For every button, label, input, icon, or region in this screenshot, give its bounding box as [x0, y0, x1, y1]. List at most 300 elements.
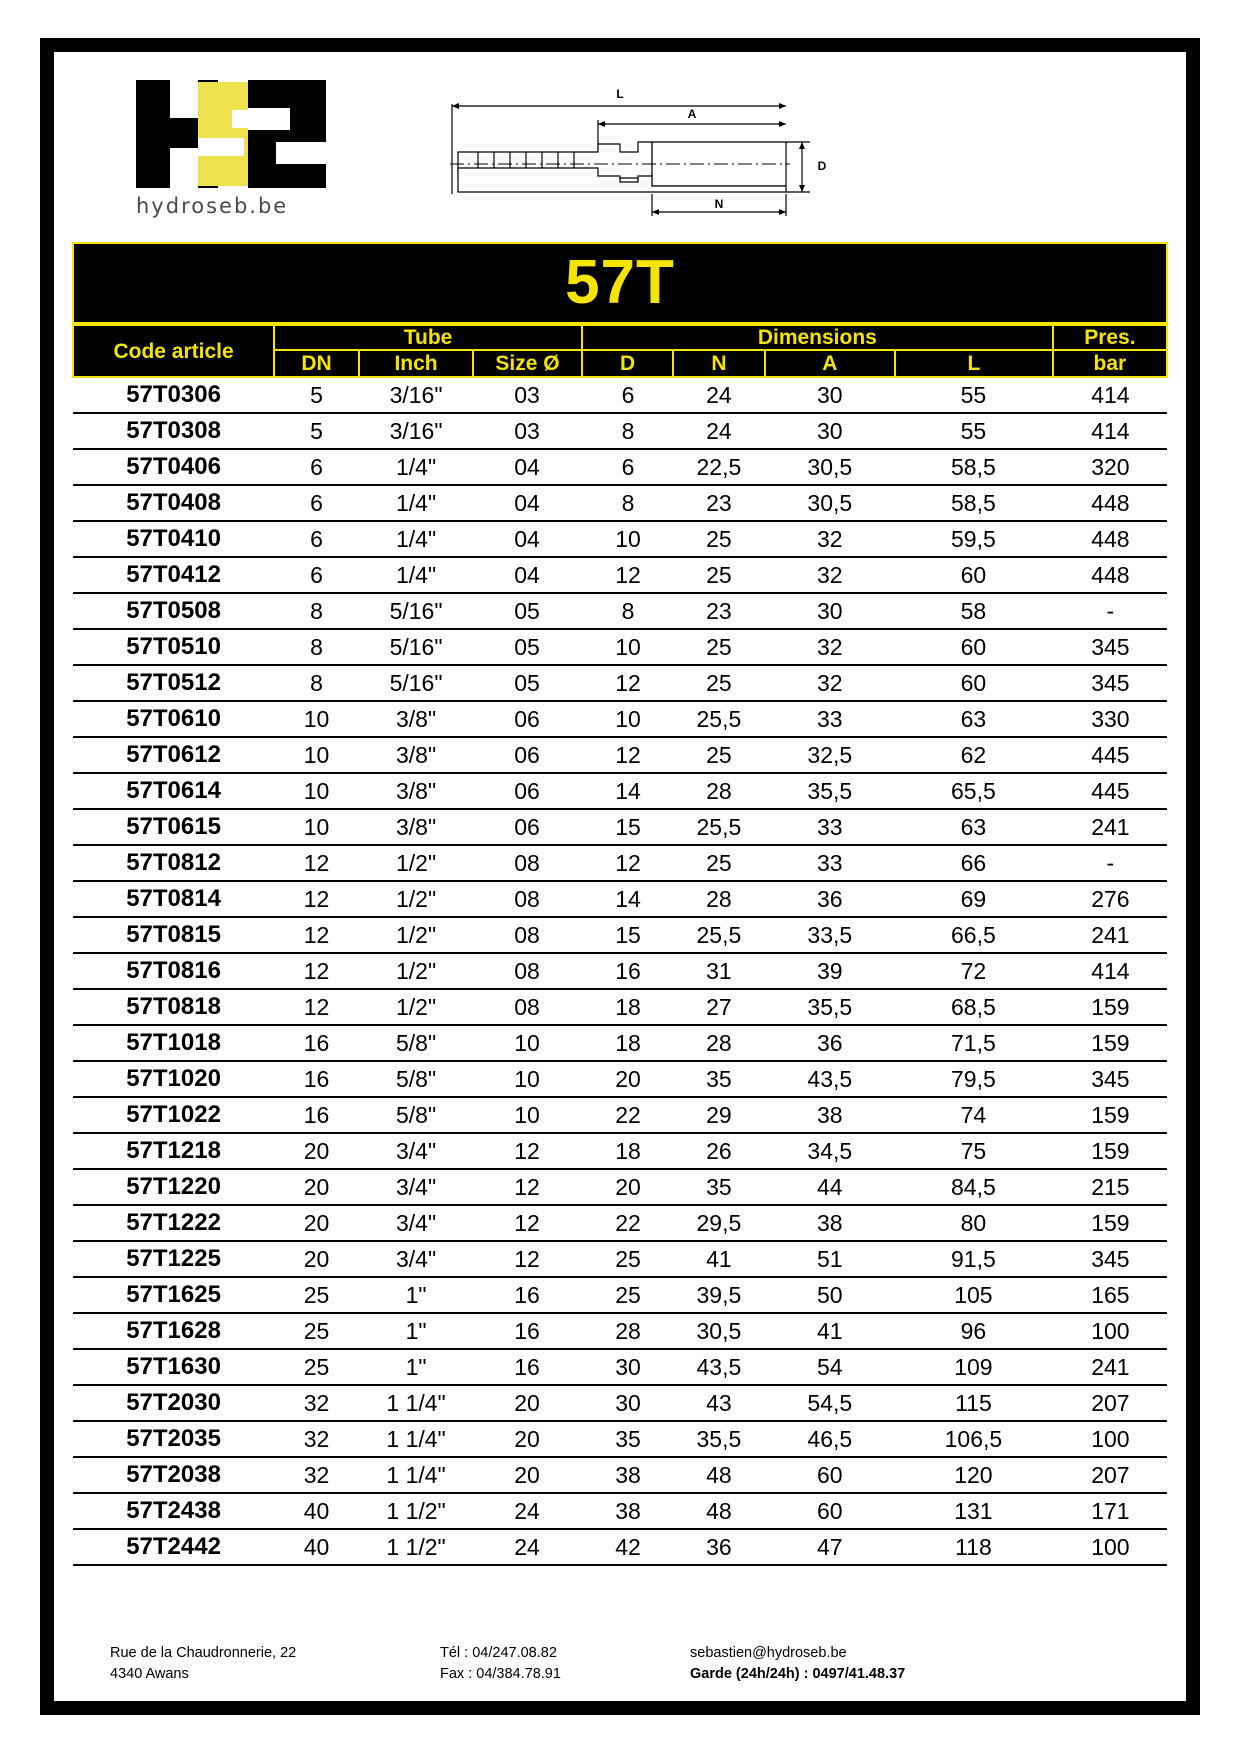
- cell-n: 25,5: [673, 809, 764, 845]
- cell-inch: 1/4": [359, 521, 473, 557]
- cell-code: 57T1630: [73, 1349, 274, 1385]
- cell-inch: 1/2": [359, 953, 473, 989]
- cell-d: 42: [582, 1529, 673, 1565]
- cell-a: 54,5: [765, 1385, 895, 1421]
- cell-code: 57T0412: [73, 557, 274, 593]
- cell-a: 44: [765, 1169, 895, 1205]
- cell-size: 08: [473, 917, 582, 953]
- col-header-tube-group: Tube: [274, 325, 582, 350]
- cell-code: 57T0306: [73, 377, 274, 413]
- cell-dn: 5: [274, 413, 359, 449]
- cell-n: 41: [673, 1241, 764, 1277]
- cell-l: 55: [895, 377, 1053, 413]
- cell-a: 33: [765, 701, 895, 737]
- cell-dn: 12: [274, 953, 359, 989]
- cell-n: 29,5: [673, 1205, 764, 1241]
- cell-d: 15: [582, 809, 673, 845]
- cell-code: 57T0610: [73, 701, 274, 737]
- cell-inch: 1/2": [359, 917, 473, 953]
- table-row: [73, 1529, 1167, 1565]
- cell-l: 60: [895, 629, 1053, 665]
- cell-n: 28: [673, 1025, 764, 1061]
- cell-size: 04: [473, 485, 582, 521]
- cell-pres: 345: [1053, 1061, 1167, 1097]
- cell-dn: 8: [274, 593, 359, 629]
- cell-pres: 448: [1053, 485, 1167, 521]
- cell-code: 57T0816: [73, 953, 274, 989]
- cell-d: 8: [582, 413, 673, 449]
- cell-pres: 100: [1053, 1421, 1167, 1457]
- cell-n: 35,5: [673, 1421, 764, 1457]
- cell-n: 22,5: [673, 449, 764, 485]
- drawing-label-A: A: [687, 107, 697, 121]
- cell-pres: 207: [1053, 1457, 1167, 1493]
- cell-inch: 1": [359, 1349, 473, 1385]
- col-header-bar: bar: [1053, 350, 1167, 377]
- cell-a: 34,5: [765, 1133, 895, 1169]
- cell-size: 06: [473, 773, 582, 809]
- table-row: [73, 953, 1167, 989]
- cell-code: 57T1225: [73, 1241, 274, 1277]
- cell-n: 23: [673, 593, 764, 629]
- table-header: [73, 325, 1167, 377]
- header-band: [72, 66, 1168, 236]
- cell-inch: 1 1/2": [359, 1493, 473, 1529]
- cell-code: 57T2030: [73, 1385, 274, 1421]
- table-header-group-row: [73, 325, 1167, 350]
- page-title: 57T: [565, 248, 675, 317]
- cell-pres: 100: [1053, 1313, 1167, 1349]
- cell-n: 35: [673, 1169, 764, 1205]
- cell-a: 30: [765, 593, 895, 629]
- cell-inch: 1": [359, 1313, 473, 1349]
- table-row: [73, 809, 1167, 845]
- cell-inch: 3/16": [359, 413, 473, 449]
- cell-code: 57T0406: [73, 449, 274, 485]
- col-header-d: D: [582, 350, 673, 377]
- cell-dn: 25: [274, 1277, 359, 1313]
- cell-dn: 6: [274, 521, 359, 557]
- cell-inch: 3/8": [359, 737, 473, 773]
- cell-pres: -: [1053, 593, 1167, 629]
- cell-a: 32: [765, 665, 895, 701]
- cell-l: 75: [895, 1133, 1053, 1169]
- footer-tel: Tél : 04/247.08.82: [440, 1644, 557, 1661]
- col-header-l: L: [895, 350, 1053, 377]
- drawing-label-N: N: [714, 197, 724, 211]
- cell-a: 32: [765, 557, 895, 593]
- cell-d: 35: [582, 1421, 673, 1457]
- col-header-dimensions-group: Dimensions: [582, 325, 1053, 350]
- cell-size: 12: [473, 1133, 582, 1169]
- cell-a: 33,5: [765, 917, 895, 953]
- cell-a: 33: [765, 845, 895, 881]
- cell-a: 47: [765, 1529, 895, 1565]
- cell-a: 30: [765, 413, 895, 449]
- cell-size: 08: [473, 953, 582, 989]
- cell-n: 25: [673, 629, 764, 665]
- cell-code: 57T1218: [73, 1133, 274, 1169]
- cell-d: 18: [582, 1025, 673, 1061]
- cell-n: 39,5: [673, 1277, 764, 1313]
- cell-n: 25,5: [673, 701, 764, 737]
- table-row: [73, 737, 1167, 773]
- table-row: [73, 1097, 1167, 1133]
- cell-code: 57T2038: [73, 1457, 274, 1493]
- cell-pres: 448: [1053, 557, 1167, 593]
- table-row: [73, 1457, 1167, 1493]
- cell-a: 32: [765, 521, 895, 557]
- cell-dn: 6: [274, 449, 359, 485]
- cell-code: 57T0815: [73, 917, 274, 953]
- footer-address-line2: 4340 Awans: [110, 1665, 189, 1682]
- cell-size: 06: [473, 737, 582, 773]
- cell-size: 10: [473, 1061, 582, 1097]
- cell-inch: 1/4": [359, 557, 473, 593]
- cell-d: 6: [582, 377, 673, 413]
- cell-d: 12: [582, 845, 673, 881]
- cell-dn: 10: [274, 701, 359, 737]
- cell-inch: 1/2": [359, 881, 473, 917]
- cell-code: 57T1018: [73, 1025, 274, 1061]
- cell-inch: 1/2": [359, 989, 473, 1025]
- cell-dn: 25: [274, 1349, 359, 1385]
- specification-table: [72, 324, 1168, 1566]
- table-row: [73, 989, 1167, 1025]
- cell-d: 10: [582, 521, 673, 557]
- cell-dn: 32: [274, 1421, 359, 1457]
- footer-email[interactable]: sebastien@hydroseb.be: [690, 1644, 847, 1661]
- cell-l: 63: [895, 701, 1053, 737]
- cell-l: 60: [895, 557, 1053, 593]
- col-header-inch: Inch: [359, 350, 473, 377]
- cell-a: 41: [765, 1313, 895, 1349]
- cell-n: 25: [673, 521, 764, 557]
- cell-d: 15: [582, 917, 673, 953]
- cell-l: 58,5: [895, 485, 1053, 521]
- cell-code: 57T0508: [73, 593, 274, 629]
- cell-d: 12: [582, 737, 673, 773]
- cell-size: 16: [473, 1349, 582, 1385]
- cell-n: 24: [673, 377, 764, 413]
- table-row: [73, 773, 1167, 809]
- cell-size: 08: [473, 881, 582, 917]
- cell-dn: 25: [274, 1313, 359, 1349]
- cell-l: 115: [895, 1385, 1053, 1421]
- cell-inch: 5/16": [359, 593, 473, 629]
- cell-inch: 5/8": [359, 1097, 473, 1133]
- cell-d: 22: [582, 1097, 673, 1133]
- cell-size: 20: [473, 1385, 582, 1421]
- cell-d: 14: [582, 881, 673, 917]
- cell-d: 6: [582, 449, 673, 485]
- footer-address: [110, 1643, 440, 1685]
- cell-code: 57T1020: [73, 1061, 274, 1097]
- cell-l: 63: [895, 809, 1053, 845]
- table-row: [73, 521, 1167, 557]
- cell-size: 24: [473, 1529, 582, 1565]
- table-row: [73, 701, 1167, 737]
- cell-pres: 445: [1053, 773, 1167, 809]
- cell-d: 25: [582, 1277, 673, 1313]
- cell-inch: 5/8": [359, 1025, 473, 1061]
- table-body: [73, 377, 1167, 1565]
- cell-pres: 215: [1053, 1169, 1167, 1205]
- cell-pres: 207: [1053, 1385, 1167, 1421]
- col-header-pressure-group: Pres.: [1053, 325, 1167, 350]
- cell-code: 57T0612: [73, 737, 274, 773]
- cell-size: 08: [473, 845, 582, 881]
- cell-pres: 448: [1053, 521, 1167, 557]
- cell-l: 79,5: [895, 1061, 1053, 1097]
- col-header-a: A: [765, 350, 895, 377]
- cell-dn: 10: [274, 809, 359, 845]
- cell-n: 25: [673, 557, 764, 593]
- cell-n: 43,5: [673, 1349, 764, 1385]
- cell-a: 32,5: [765, 737, 895, 773]
- cell-pres: 414: [1053, 413, 1167, 449]
- cell-l: 120: [895, 1457, 1053, 1493]
- cell-l: 66,5: [895, 917, 1053, 953]
- cell-d: 38: [582, 1457, 673, 1493]
- table-row: [73, 377, 1167, 413]
- cell-l: 66: [895, 845, 1053, 881]
- cell-inch: 3/8": [359, 701, 473, 737]
- cell-size: 08: [473, 989, 582, 1025]
- cell-dn: 16: [274, 1097, 359, 1133]
- cell-dn: 5: [274, 377, 359, 413]
- table-row: [73, 1133, 1167, 1169]
- cell-size: 12: [473, 1205, 582, 1241]
- cell-size: 16: [473, 1313, 582, 1349]
- cell-dn: 6: [274, 557, 359, 593]
- cell-size: 05: [473, 665, 582, 701]
- cell-inch: 3/8": [359, 809, 473, 845]
- cell-dn: 12: [274, 845, 359, 881]
- cell-code: 57T2442: [73, 1529, 274, 1565]
- cell-pres: 165: [1053, 1277, 1167, 1313]
- cell-n: 31: [673, 953, 764, 989]
- cell-a: 50: [765, 1277, 895, 1313]
- cell-l: 60: [895, 665, 1053, 701]
- table-row: [73, 1349, 1167, 1385]
- table-row: [73, 1277, 1167, 1313]
- col-header-n: N: [673, 350, 764, 377]
- cell-a: 38: [765, 1097, 895, 1133]
- cell-n: 35: [673, 1061, 764, 1097]
- cell-d: 8: [582, 593, 673, 629]
- cell-pres: 159: [1053, 989, 1167, 1025]
- footer-duty-phone: Garde (24h/24h) : 0497/41.48.37: [690, 1665, 906, 1682]
- cell-size: 03: [473, 377, 582, 413]
- cell-a: 46,5: [765, 1421, 895, 1457]
- cell-d: 10: [582, 701, 673, 737]
- cell-n: 26: [673, 1133, 764, 1169]
- cell-code: 57T0614: [73, 773, 274, 809]
- hs-logo-icon: [136, 80, 326, 188]
- cell-a: 39: [765, 953, 895, 989]
- cell-a: 51: [765, 1241, 895, 1277]
- cell-d: 38: [582, 1493, 673, 1529]
- cell-a: 35,5: [765, 989, 895, 1025]
- cell-d: 12: [582, 665, 673, 701]
- cell-a: 32: [765, 629, 895, 665]
- cell-code: 57T0812: [73, 845, 274, 881]
- cell-size: 10: [473, 1025, 582, 1061]
- cell-n: 25: [673, 665, 764, 701]
- cell-code: 57T0814: [73, 881, 274, 917]
- cell-l: 96: [895, 1313, 1053, 1349]
- cell-n: 24: [673, 413, 764, 449]
- cell-dn: 40: [274, 1493, 359, 1529]
- cell-pres: 100: [1053, 1529, 1167, 1565]
- cell-dn: 20: [274, 1133, 359, 1169]
- cell-l: 91,5: [895, 1241, 1053, 1277]
- cell-code: 57T1222: [73, 1205, 274, 1241]
- cell-l: 62: [895, 737, 1053, 773]
- cell-pres: 241: [1053, 809, 1167, 845]
- table-row: [73, 629, 1167, 665]
- cell-dn: 12: [274, 881, 359, 917]
- cell-a: 36: [765, 881, 895, 917]
- product-title-banner: [72, 242, 1168, 324]
- cell-pres: 345: [1053, 665, 1167, 701]
- table-row: [73, 845, 1167, 881]
- cell-inch: 3/4": [359, 1205, 473, 1241]
- table-row: [73, 1169, 1167, 1205]
- cell-dn: 12: [274, 917, 359, 953]
- cell-inch: 5/8": [359, 1061, 473, 1097]
- cell-dn: 40: [274, 1529, 359, 1565]
- cell-dn: 6: [274, 485, 359, 521]
- cell-size: 12: [473, 1241, 582, 1277]
- cell-size: 05: [473, 629, 582, 665]
- cell-l: 74: [895, 1097, 1053, 1133]
- cell-n: 43: [673, 1385, 764, 1421]
- table-row: [73, 557, 1167, 593]
- cell-n: 25,5: [673, 917, 764, 953]
- cell-dn: 20: [274, 1169, 359, 1205]
- cell-l: 65,5: [895, 773, 1053, 809]
- cell-code: 57T1628: [73, 1313, 274, 1349]
- cell-l: 59,5: [895, 521, 1053, 557]
- cell-d: 30: [582, 1349, 673, 1385]
- cell-l: 58,5: [895, 449, 1053, 485]
- cell-size: 06: [473, 809, 582, 845]
- cell-code: 57T0512: [73, 665, 274, 701]
- cell-n: 25: [673, 737, 764, 773]
- cell-a: 30,5: [765, 449, 895, 485]
- cell-pres: 345: [1053, 1241, 1167, 1277]
- table-row: [73, 665, 1167, 701]
- cell-l: 131: [895, 1493, 1053, 1529]
- cell-pres: 159: [1053, 1133, 1167, 1169]
- cell-pres: 171: [1053, 1493, 1167, 1529]
- table-row: [73, 413, 1167, 449]
- cell-size: 04: [473, 449, 582, 485]
- cell-size: 20: [473, 1421, 582, 1457]
- cell-n: 30,5: [673, 1313, 764, 1349]
- cell-n: 48: [673, 1493, 764, 1529]
- cell-l: 72: [895, 953, 1053, 989]
- cell-n: 29: [673, 1097, 764, 1133]
- footer-address-line1: Rue de la Chaudronnerie, 22: [110, 1644, 297, 1661]
- cell-l: 84,5: [895, 1169, 1053, 1205]
- cell-l: 118: [895, 1529, 1053, 1565]
- cell-inch: 1/4": [359, 449, 473, 485]
- cell-dn: 20: [274, 1205, 359, 1241]
- cell-dn: 12: [274, 989, 359, 1025]
- drawing-label-L: L: [616, 87, 624, 101]
- cell-inch: 1 1/2": [359, 1529, 473, 1565]
- cell-pres: 159: [1053, 1205, 1167, 1241]
- cell-d: 22: [582, 1205, 673, 1241]
- cell-d: 18: [582, 989, 673, 1025]
- footer-phone: [440, 1643, 690, 1685]
- cell-n: 23: [673, 485, 764, 521]
- cell-d: 16: [582, 953, 673, 989]
- cell-size: 16: [473, 1277, 582, 1313]
- cell-code: 57T1022: [73, 1097, 274, 1133]
- logo-website-text: hydroseb.be: [136, 194, 289, 218]
- cell-dn: 8: [274, 629, 359, 665]
- cell-inch: 3/4": [359, 1169, 473, 1205]
- cell-l: 68,5: [895, 989, 1053, 1025]
- cell-a: 38: [765, 1205, 895, 1241]
- table-row: [73, 1385, 1167, 1421]
- cell-dn: 10: [274, 737, 359, 773]
- table-row: [73, 485, 1167, 521]
- table-row: [73, 1061, 1167, 1097]
- cell-code: 57T0410: [73, 521, 274, 557]
- cell-size: 20: [473, 1457, 582, 1493]
- cell-a: 43,5: [765, 1061, 895, 1097]
- cell-pres: 330: [1053, 701, 1167, 737]
- cell-code: 57T2438: [73, 1493, 274, 1529]
- cell-pres: 276: [1053, 881, 1167, 917]
- cell-inch: 5/16": [359, 665, 473, 701]
- cell-dn: 20: [274, 1241, 359, 1277]
- cell-d: 8: [582, 485, 673, 521]
- table-row: [73, 1205, 1167, 1241]
- table-row: [73, 881, 1167, 917]
- cell-n: 27: [673, 989, 764, 1025]
- cell-l: 55: [895, 413, 1053, 449]
- cell-a: 30: [765, 377, 895, 413]
- cell-dn: 8: [274, 665, 359, 701]
- cell-n: 28: [673, 881, 764, 917]
- fitting-technical-drawing: [412, 76, 1168, 241]
- cell-d: 20: [582, 1169, 673, 1205]
- cell-pres: 414: [1053, 953, 1167, 989]
- cell-inch: 1": [359, 1277, 473, 1313]
- cell-l: 58: [895, 593, 1053, 629]
- cell-d: 14: [582, 773, 673, 809]
- cell-size: 12: [473, 1169, 582, 1205]
- page-frame: [40, 38, 1200, 1715]
- cell-a: 60: [765, 1493, 895, 1529]
- footer-fax: Fax : 04/384.78.91: [440, 1665, 561, 1682]
- cell-pres: 414: [1053, 377, 1167, 413]
- footer-contact: [72, 1627, 1168, 1691]
- cell-code: 57T0308: [73, 413, 274, 449]
- cell-l: 109: [895, 1349, 1053, 1385]
- cell-d: 10: [582, 629, 673, 665]
- cell-a: 33: [765, 809, 895, 845]
- cell-pres: 159: [1053, 1025, 1167, 1061]
- cell-a: 35,5: [765, 773, 895, 809]
- cell-code: 57T1625: [73, 1277, 274, 1313]
